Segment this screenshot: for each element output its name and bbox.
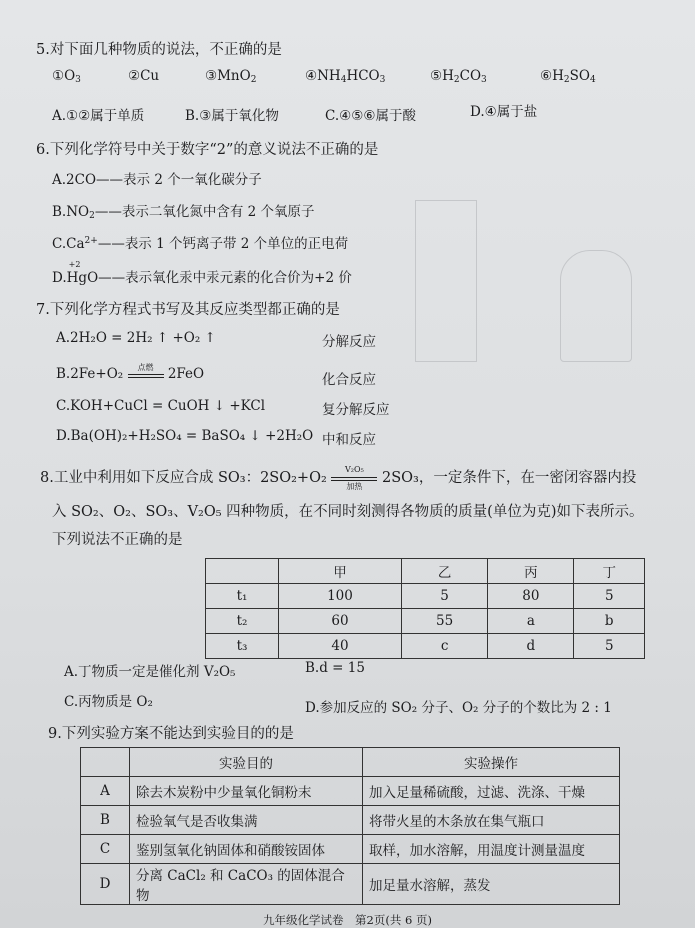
q5-item-3: ③MnO$_2$ xyxy=(205,68,257,85)
q5-item-2: ②Cu xyxy=(128,68,160,84)
q6-option-c: $C.Ca^{2+}——$表示 1 个钙离子带 2 个单位的正电荷 xyxy=(52,236,349,252)
q6-option-d: D. +2 HgO——表示氧化汞中汞元素的化合价为+2 价 xyxy=(52,260,352,286)
table-cell: 鉴别氢氧化钠固体和硝酸铵固体 xyxy=(130,835,363,864)
q5-option-d: D.④属于盐 xyxy=(470,104,538,120)
page-footer: 九年级化学试卷 第2页(共 6 页) xyxy=(263,913,432,927)
table-cell: b xyxy=(574,609,645,634)
table-cell: 5 xyxy=(574,634,645,659)
table-cell: 100 xyxy=(279,584,402,609)
q5-option-c: C.④⑤⑥属于酸 xyxy=(325,108,416,124)
q7-option-c: C.KOH+CuCl = CuOH ↓ +KCl xyxy=(56,398,266,414)
q5-option-a: A.①②属于单质 xyxy=(52,108,145,124)
table-cell: 加足量水溶解，蒸发 xyxy=(363,864,620,905)
q8-table xyxy=(205,558,645,659)
q9-stem: 9.下列实验方案不能达到实验目的的是 xyxy=(48,726,294,742)
table-cell: 将带火星的木条放在集气瓶口 xyxy=(363,806,620,835)
table-row xyxy=(81,777,620,806)
table-cell: 丙 xyxy=(488,559,574,584)
q5-item-6: $⑥H_2SO_4$ xyxy=(540,68,596,85)
table-cell: t₁ xyxy=(206,584,279,609)
table-cell xyxy=(81,748,130,777)
q7-option-b: B.2Fe+O₂ 点燃 2FeO xyxy=(56,362,205,382)
table-cell: 除去木炭粉中少量氧化铜粉末 xyxy=(130,777,363,806)
q5-item-4: $④NH_4HCO_3$ xyxy=(305,68,386,85)
q7-stem: 7.下列化学方程式书写及其反应类型都正确的是 xyxy=(36,302,340,318)
q6-option-b: $B.NO_2——$表示二氧化氮中含有 2 个氧原子 xyxy=(52,204,315,221)
q7-option-d: D.Ba(OH)₂+H₂SO₄ = BaSO₄ ↓ +2H₂O xyxy=(56,428,314,444)
table-cell: 加入足量稀硫酸，过滤、洗涤、干燥 xyxy=(363,777,620,806)
table-row xyxy=(81,806,620,835)
q5-option-b: B.③属于氧化物 xyxy=(185,108,279,124)
q8-stem-line2: 入 SO₂、O₂、SO₃、V₂O₅ 四种物质，在不同时刻测得各物质的质量(单位为克)如下表所示。 xyxy=(52,504,644,520)
table-cell: 甲 xyxy=(279,559,402,584)
q7-option-a-type: 分解反应 xyxy=(322,334,376,350)
q7-option-b-type: 化合反应 xyxy=(322,372,376,388)
q8-stem-line3: 下列说法不正确的是 xyxy=(52,532,183,548)
table-header-row xyxy=(206,559,645,584)
table-cell: t₂ xyxy=(206,609,279,634)
table-cell: 80 xyxy=(488,584,574,609)
q8-option-b: B.d = 15 xyxy=(305,660,365,676)
table-cell: a xyxy=(488,609,574,634)
q8-option-d: D.参加反应的 SO₂ 分子、O₂ 分子的个数比为 2 : 1 xyxy=(305,700,612,716)
q5-item-5: $⑤H_2CO_3$ xyxy=(430,68,487,85)
q9-table xyxy=(80,747,620,905)
q8-option-c: C.丙物质是 O₂ xyxy=(64,694,153,710)
table-cell: t₃ xyxy=(206,634,279,659)
table-cell: 5 xyxy=(401,584,487,609)
table-cell: 分离 CaCl₂ 和 CaCO₃ 的固体混合物 xyxy=(130,864,363,905)
table-cell: D xyxy=(81,864,130,905)
q7-option-a: A.2H₂O = 2H₂ ↑ +O₂ ↑ xyxy=(56,330,216,346)
q8-stem-line1: 8.工业中利用如下反应合成 SO₃：2SO₂+O₂ V₂O₅ 加热 2SO₃，一定条件下，在一密闭容器内投 xyxy=(40,465,637,491)
table-row xyxy=(81,835,620,864)
table-row xyxy=(206,634,645,659)
table-cell: 60 xyxy=(279,609,402,634)
table-cell: 丁 xyxy=(574,559,645,584)
show-through-sketch xyxy=(415,200,477,362)
q7-option-c-type: 复分解反应 xyxy=(322,402,390,418)
table-cell: c xyxy=(401,634,487,659)
table-cell: C xyxy=(81,835,130,864)
show-through-sketch xyxy=(560,250,632,362)
table-cell: 乙 xyxy=(401,559,487,584)
q5-item-1: $①O_3$ xyxy=(52,68,81,85)
q6-option-a: A.2CO——表示 2 个一氧化碳分子 xyxy=(52,172,262,188)
table-cell: 取样，加水溶解，用温度计测量温度 xyxy=(363,835,620,864)
q7-option-d-type: 中和反应 xyxy=(322,432,376,448)
table-cell: d xyxy=(488,634,574,659)
table-cell: 实验目的 xyxy=(130,748,363,777)
table-cell xyxy=(206,559,279,584)
q6-stem: 6.下列化学符号中关于数字“2”的意义说法不正确的是 xyxy=(36,142,379,158)
table-row xyxy=(206,584,645,609)
table-cell: 55 xyxy=(401,609,487,634)
table-row xyxy=(206,609,645,634)
table-cell: 检验氧气是否收集满 xyxy=(130,806,363,835)
table-cell: 实验操作 xyxy=(363,748,620,777)
table-cell: B xyxy=(81,806,130,835)
q5-stem: 5.对下面几种物质的说法，不正确的是 xyxy=(36,42,282,58)
table-cell: 5 xyxy=(574,584,645,609)
table-row xyxy=(81,864,620,905)
table-cell: A xyxy=(81,777,130,806)
table-cell: 40 xyxy=(279,634,402,659)
q8-option-a: A.丁物质一定是催化剂 V₂O₅ xyxy=(64,664,236,680)
table-header-row xyxy=(81,748,620,777)
